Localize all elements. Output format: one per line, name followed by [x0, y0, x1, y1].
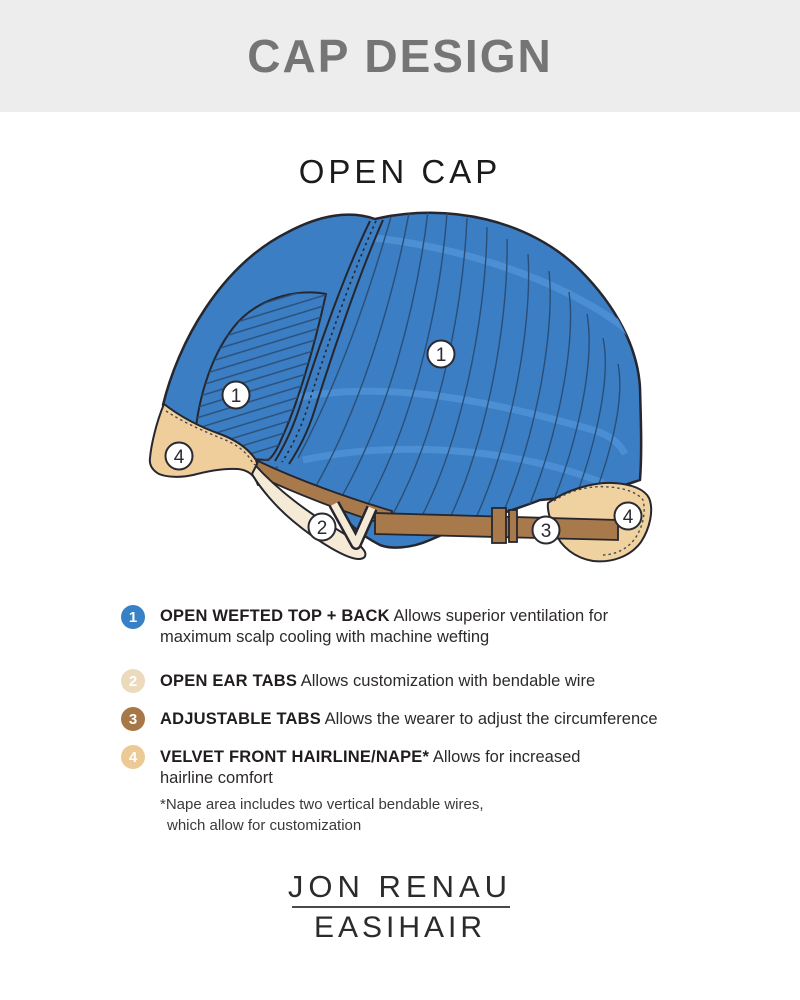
open-cap-illustration — [148, 208, 678, 578]
brand-name-easihair: EASIHAIR — [313, 911, 487, 944]
svg-text:4: 4 — [173, 447, 185, 468]
callout-4-right — [615, 503, 642, 530]
legend-item-3: ADJUSTABLE TABS Allows the wearer to adjust the circumference — [160, 710, 658, 728]
footnote-line1: *Nape area includes two vertical bendable wires, — [160, 796, 484, 813]
callout-1-main — [428, 341, 455, 368]
cap-style-title: OPEN CAP — [298, 153, 502, 190]
callout-2 — [309, 514, 336, 541]
legend-num-3: 3 — [121, 707, 145, 731]
legend-num-2: 2 — [121, 669, 145, 693]
footnote-line2: which allow for customization — [167, 817, 362, 834]
brand-divider — [292, 906, 510, 908]
page-title: CAP DESIGN — [247, 30, 553, 82]
legend-item-2: OPEN EAR TABS Allows customization with bendable wire — [160, 672, 596, 690]
svg-text:4: 4 — [622, 507, 634, 528]
callout-4-left — [166, 443, 193, 470]
header-band — [0, 0, 800, 112]
svg-text:3: 3 — [540, 521, 552, 542]
callout-1-front — [223, 382, 250, 409]
legend-num-1: 1 — [121, 605, 145, 629]
svg-text:1: 1 — [435, 345, 447, 366]
svg-text:1: 1 — [230, 386, 242, 407]
legend-item-4: VELVET FRONT HAIRLINE/NAPE* Allows for increased hairline comfort — [160, 748, 581, 787]
legend-num-4: 4 — [121, 745, 145, 769]
callout-3 — [533, 517, 560, 544]
brand-name-jon-renau: JON RENAU — [287, 869, 513, 904]
svg-text:2: 2 — [316, 518, 328, 539]
legend-item-1: OPEN WEFTED TOP + BACK Allows superior ventilation for maximum scalp cooling with machine wefting — [160, 607, 609, 646]
